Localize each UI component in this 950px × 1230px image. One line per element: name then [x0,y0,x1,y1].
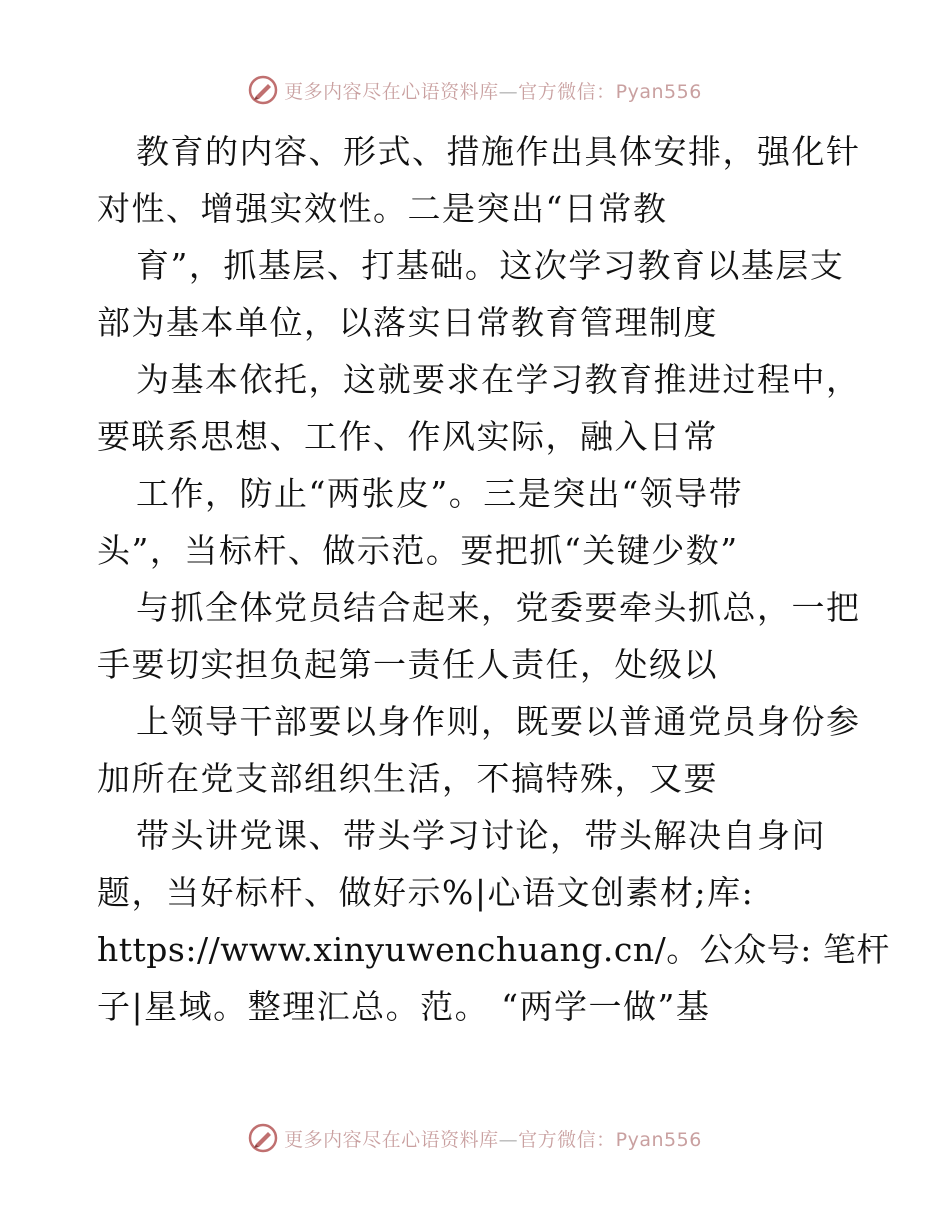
header-banner [0,70,950,110]
text-line: https://www.xinyuwenchuang.cn/。公众号: 笔杆 [97,930,890,969]
text-line: 工作，防止“两张皮”。三是突出“领导带 [136,474,744,513]
text-line: 加所在党支部组织生活，不搞特殊，又要 [97,759,718,798]
text-line: 对性、增强实效性。二是突出“日常教 [97,189,668,228]
text-line: 育”，抓基层、打基础。这次学习教育以基层支 [136,246,845,285]
text-line: 头”，当标杆、做示范。要把抓“关键少数” [97,531,739,570]
banner-text: 更多内容尽在心语资料库—官方微信：Pyan556 [284,1128,702,1151]
text-line: 题，当好标杆、做好示%|心语文创素材;库: [97,873,755,912]
banner-text: 更多内容尽在心语资料库—官方微信：Pyan556 [284,80,702,103]
text-line: 教育的内容、形式、措施作出具体安排，强化针 [136,132,861,171]
text-line: 要联系思想、工作、作风实际，融入日常 [97,417,718,456]
text-line: 手要切实担负起第一责任人责任，处级以 [97,645,718,684]
pen-logo-icon [248,1123,278,1153]
text-line: 部为基本单位，以落实日常教育管理制度 [97,303,718,342]
text-line: 上领导干部要以身作则，既要以普通党员身份参 [136,702,861,741]
text-line: 子|星域。整理汇总。范。 “两学一做”基 [97,987,711,1026]
text-line: 为基本依托，这就要求在学习教育推进过程中， [136,360,861,399]
pen-logo-icon [248,75,278,105]
text-line: 与抓全体党员结合起来，党委要牵头抓总，一把 [136,588,861,627]
footer-banner [0,1118,950,1158]
text-line: 带头讲党课、带头学习讨论，带头解决自身问 [136,816,826,855]
